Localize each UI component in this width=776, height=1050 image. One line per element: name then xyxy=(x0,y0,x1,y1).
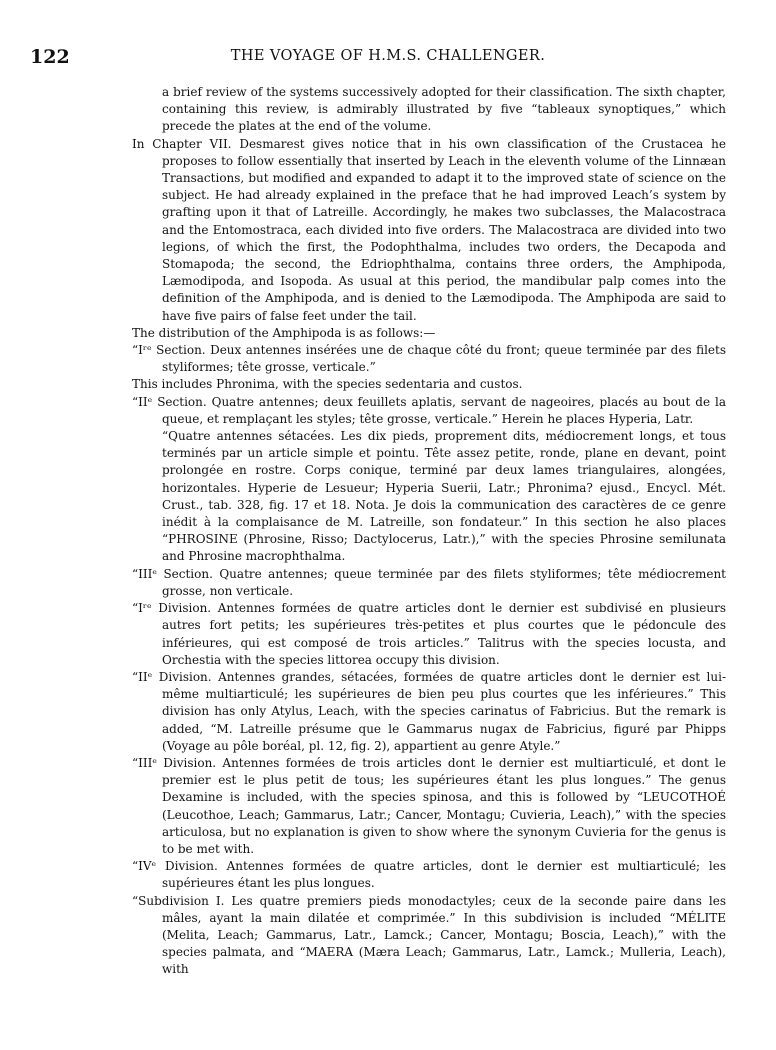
division-ii: “IIᵉ Division. Antennes grandes, sétacées, formées de quatre articles dont le dernier est lui-même multiarticulé; les supérieures de bien peu plus courtes que les inférieures.” This division has only Atylus, Leach, with the species carinatus of Fabricius. But the remark is added, “M. Latreille présume que le Gammarus nugax de Fabricius, figuré par Phipps (Voyage au pôle boréal, pl. 12, fig. 2), appartient au genre Atyle.” xyxy=(132,669,726,753)
paragraph-distribution: The distribution of the Amphipoda is as follows:— xyxy=(132,325,436,340)
division-iii: “IIIᵉ Division. Antennes formées de trois articles dont le dernier est multiarticulé, et dont le premier est le plus petit de tous; les supérieures étant les plus longues.” The genus Dexamine is included, with the species spinosa, and this is followed by “LEUCOTHOÉ (Leucothoe, Leach; Gammarus, Latr.; Cancer, Montagu; Cuvieria, Leach),” with the species articulosa, but no explanation is given to show where the synonym Cuvieria for the genus is to be met with. xyxy=(132,755,726,856)
division-iv: “IVᵉ Division. Antennes formées de quatre articles, dont le dernier est multiarticulé; les supérieures étant les plus longues. xyxy=(132,859,726,891)
page-number: 122 xyxy=(30,46,70,68)
page-header xyxy=(30,46,746,70)
paragraph-hyperia-quote: “Quatre antennes sétacées. Les dix pieds, proprement dits, médiocrement longs, et tous terminés par un article simple et pointu. Tête assez petite, ronde, plane en devant, point prolongée en rostre. Corps conique, terminé par deux lames triangulaires, alongées, horizontales. Hyperie de Lesueur; Hyperia Suerii, Latr.; Phronima? ejusd., Encycl. Mét. Crust., tab. 328, fig. 17 et 18. Nota. Je dois la communication des caractères de ce genre inédit à la complaisance de M. Latreille, son fondateur.” In this section he also places “PHROSINE (Phrosine, Risso; Dactylocerus, Latr.),” with the species Phrosine semilunata and Phrosine macrophthalma. xyxy=(162,429,726,564)
subdivision-i: “Subdivision I. Les quatre premiers pieds monodactyles; ceux de la seconde paire dans les mâles, ayant la main dilatée et comprimée.” In this subdivision is included “MÉLITE (Melita, Leach; Gammarus, Latr., Lamck.; Cancer, Montagu; Boscia, Leach),” with the species palmata, and “MAERA (Mæra Leach; Gammarus, Latr., Lamck.; Mulleria, Leach), with xyxy=(132,893,726,977)
running-title: THE VOYAGE OF H.M.S. CHALLENGER. xyxy=(230,48,546,64)
page-body xyxy=(132,84,726,979)
paragraph-chapter-vii: In Chapter VII. Desmarest gives notice that in his own classification of the Crustacea he proposes to follow essentially that inserted by Leach in the eleventh volume of the Linnæan Transactions, but modified and expanded to adapt it to the improved state of science on the subject. He had already explained in the preface that he had improved Leach’s system by grafting upon it that of Latreille. Accordingly, he makes two subclasses, the Malacostraca and the Entomostraca, each divided into five orders. The Malacostraca are divided into two legions, of which the first, the Podophthalma, includes two orders, the Decapoda and Stomapoda; the second, the Edriophthalma, contains three orders, the Amphipoda, Læmodipoda, and Isopoda. As usual at this period, the mandibular palp comes into the definition of the Amphipoda, and is denied to the Læmodipoda. The Amphipoda are said to have five pairs of false feet under the tail. xyxy=(132,136,726,323)
section-iii: “IIIᵉ Section. Quatre antennes; queue terminée par des filets styliformes; tête médiocrement grosse, non verticale. xyxy=(132,566,726,598)
paragraph-phronima: This includes Phronima, with the species sedentaria and custos. xyxy=(132,377,523,392)
division-i: “Iʳᵉ Division. Antennes formées de quatre articles dont le dernier est subdivisé en plusieurs autres fort petits; les supérieures très-petites et plus courtes que le pédoncule des inférieures, qui est composé de trois articles.” Talitrus with the species locusta, and Orchestia with the species littorea occupy this division. xyxy=(132,601,726,667)
section-ii: “IIᵉ Section. Quatre antennes; deux feuillets aplatis, servant de nageoires, placés au bout de la queue, et remplaçant les styles; tête grosse, verticale.” Herein he places Hyperia, Latr. xyxy=(132,394,726,426)
paragraph-continuation: a brief review of the systems successively adopted for their classification. The sixth chapter, containing this review, is admirably illustrated by five “tableaux synoptiques,” which precede the plates at the end of the volume. xyxy=(162,85,726,134)
section-i: “Iʳᵉ Section. Deux antennes insérées une de chaque côté du front; queue terminée par des filets styliformes; tête grosse, verticale.” xyxy=(132,343,726,375)
